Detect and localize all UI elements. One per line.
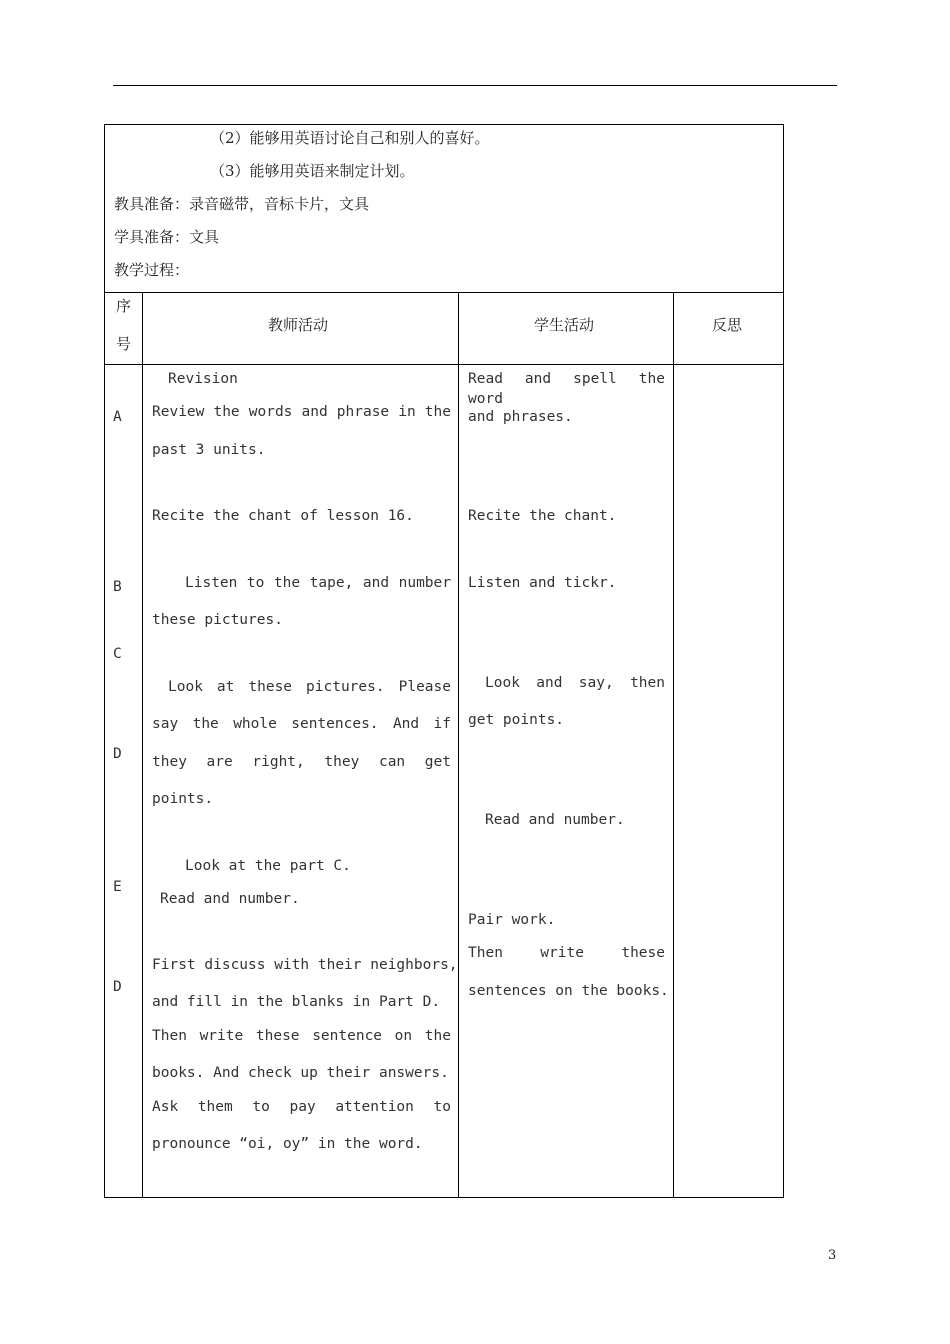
teacher-line: Revision <box>168 371 238 387</box>
header-teacher: 教师活动 <box>268 316 329 334</box>
teacher-line: Listen to the tape, and number <box>185 575 451 591</box>
student-line: sentences on the books. <box>468 983 669 999</box>
student-line: and phrases. <box>468 409 573 425</box>
student-line: Listen and tickr. <box>468 575 617 591</box>
header-seq-2: 号 <box>116 335 132 353</box>
teacher-line: and fill in the blanks in Part D. <box>152 994 441 1010</box>
teacher-line: say the whole sentences. And if <box>152 716 451 732</box>
column-divider-3 <box>673 292 674 1198</box>
student-line: Look and say, then <box>485 675 665 691</box>
teacher-line: Look at these pictures. Please <box>168 679 451 695</box>
student-line: Read and number. <box>485 812 625 828</box>
teacher-line: Recite the chant of lesson 16. <box>152 508 414 524</box>
student-line: Pair work. <box>468 912 556 928</box>
teacher-line: past 3 units. <box>152 442 266 458</box>
teacher-line: Ask them to pay attention to <box>152 1099 451 1115</box>
teacher-line: these pictures. <box>152 612 283 628</box>
teacher-line: Review the words and phrase in the <box>152 404 451 420</box>
student-line: Recite the chant. <box>468 508 617 524</box>
teacher-line: books. And check up their answers. <box>152 1065 449 1081</box>
student-tools: 学具准备：文具 <box>114 228 220 246</box>
student-line: get points. <box>468 712 565 728</box>
header-rule <box>113 85 837 86</box>
seq-letter: E <box>113 879 122 895</box>
teacher-line: pronounce “oi, oy” in the word. <box>152 1136 423 1152</box>
goal-2: （2）能够用英语讨论自己和别人的喜好。 <box>210 129 490 147</box>
teacher-line: points. <box>152 791 214 807</box>
teacher-line: Then write these sentence on the <box>152 1028 451 1044</box>
seq-letter: D <box>113 979 122 995</box>
table-divider-top <box>104 292 784 293</box>
column-divider-1 <box>142 292 143 1198</box>
teacher-line: Look at the part C. <box>185 858 351 874</box>
seq-letter: D <box>113 746 122 762</box>
process-label: 教学过程： <box>114 261 190 279</box>
header-student: 学生活动 <box>534 316 595 334</box>
teacher-line: First discuss with their neighbors, <box>152 957 458 973</box>
column-divider-2 <box>458 292 459 1198</box>
goal-3: （3）能够用英语来制定计划。 <box>210 162 415 180</box>
header-seq-1: 序 <box>116 297 132 315</box>
table-divider-header <box>104 364 784 365</box>
header-reflection: 反思 <box>712 316 743 334</box>
seq-letter: A <box>113 409 122 425</box>
teacher-line: they are right, they can get <box>152 754 451 770</box>
page-number: 3 <box>828 1248 837 1263</box>
student-line: Read and spell the word <box>468 371 665 407</box>
teacher-tools: 教具准备：录音磁带，音标卡片，文具 <box>114 195 370 213</box>
seq-letter: B <box>113 579 122 595</box>
teacher-line: Read and number. <box>160 891 300 907</box>
student-line: Then write these <box>468 945 665 961</box>
seq-letter: C <box>113 646 122 662</box>
